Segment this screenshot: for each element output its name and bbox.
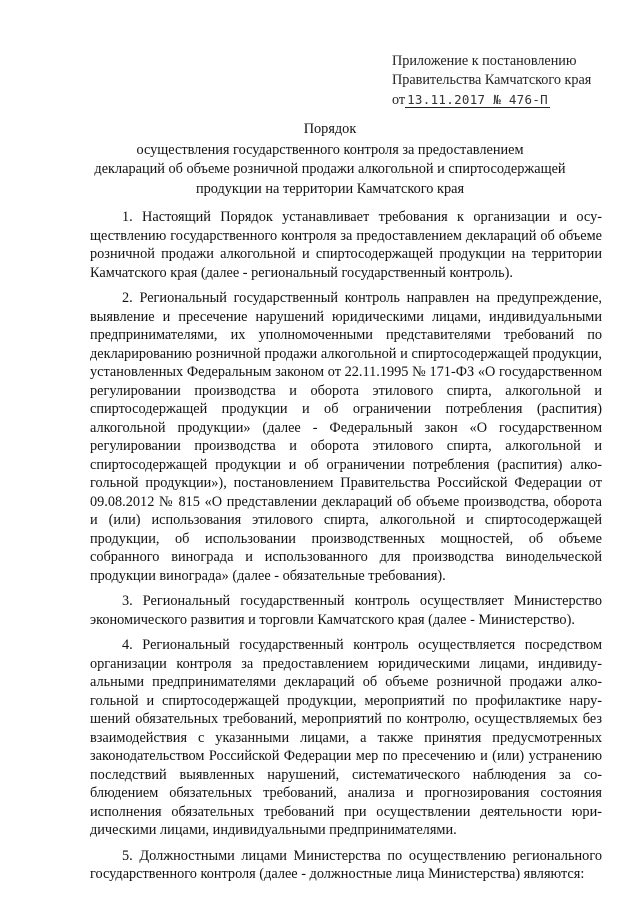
document-subtitle-line-2: деклараций об объеме розничной продажи алкогольной и спиртосодержащей	[94, 161, 566, 177]
document-subtitle-line-3: продукции на территории Камчатского края	[195, 180, 465, 197]
appendix-date-number-line	[392, 90, 632, 110]
paragraph-1: 1. Настоящий Порядок устанавливает требования к организации и осуществлению государственного контроля за предоставлением деклараций об объеме розничной продажи алкогольной и спиртосодержащей продукции на территории Камчатского края (далее - региональный государственный контроль).	[90, 209, 602, 281]
appendix-number: 476-П	[508, 92, 548, 107]
paragraph-4: 4. Региональный государственный контроль осуществляется посредством организации контроля за предоставлением юридическими лицами, индивидуальными предпринимателями деклараций об объеме розничной продажи алкогольной и спиртосодержащей продукции, мероприятий по профилактике нарушений обязательных требований, мероприятий по контролю, осуществляемых без взаимодействия с указанными лицами, а также принятия предусмотренных законодательством Российской Федерации мер по пресечению и (или) устранению последствий выявленных нарушений, систематического наблюдения за соблюдением обязательных требований, анализа и прогнозирования состояния исполнения обязательных требований при осуществлении деятельности юридическими лицами, индивидуальными предпринимателями.	[90, 637, 602, 838]
appendix-date-stamp	[405, 92, 550, 108]
document-title-block	[60, 120, 600, 199]
appendix-line-1: Приложение к постановлению	[392, 53, 577, 69]
document-body	[90, 208, 602, 891]
appendix-header	[392, 52, 632, 110]
appendix-from-label: от	[392, 92, 406, 108]
appendix-line-2: Правительства Камчатского края	[392, 72, 592, 88]
document-heading: Порядок	[303, 121, 357, 137]
appendix-number-sign: №	[493, 92, 502, 107]
paragraph-2: 2. Региональный государственный контроль направлен на предупреждение, выявление и пресечение нарушений юридическими лицами, индивидуальными предпринимателями, их уполномоченными представителями требований по декларированию розничной продажи алкогольной и спиртосодержащей продукции, установленных Федеральным законом от 22.11.1995 № 171-ФЗ «О государственном регулировании производства и оборота этилового спирта, алкогольной и спиртосодержащей продукции и об ограничении потребления (распития) алкогольной продукции» (далее - Федеральный закон «О государственном регулировании производства и оборота этилового спирта, алкогольной и спиртосодержащей продукции и об ограничении потребления (распития) алкогольной продукции»), постановлением Правительства Российской Федерации от 09.08.2012 № 815 «О представлении деклараций об объеме производства, оборота и (или) использования этилового спирта, алкогольной и спиртосодержащей продукции, об использовании производственных мощностей, об объеме собранного винограда и использованного для производства винодельческой продукции винограда» (далее - обязательные требования).	[90, 290, 602, 584]
paragraph-3: 3. Региональный государственный контроль осуществляет Министерство экономического развития и торговли Камчатского края (далее - Министерство).	[90, 593, 602, 628]
document-subtitle-line-1: осуществления государственного контроля за предоставлением	[136, 141, 524, 158]
paragraph-5: 5. Должностными лицами Министерства по осуществлению регионального государственного контроля (далее - должностные лица Министерства) являются:	[90, 847, 602, 882]
appendix-date: 13.11.2017	[407, 92, 486, 107]
